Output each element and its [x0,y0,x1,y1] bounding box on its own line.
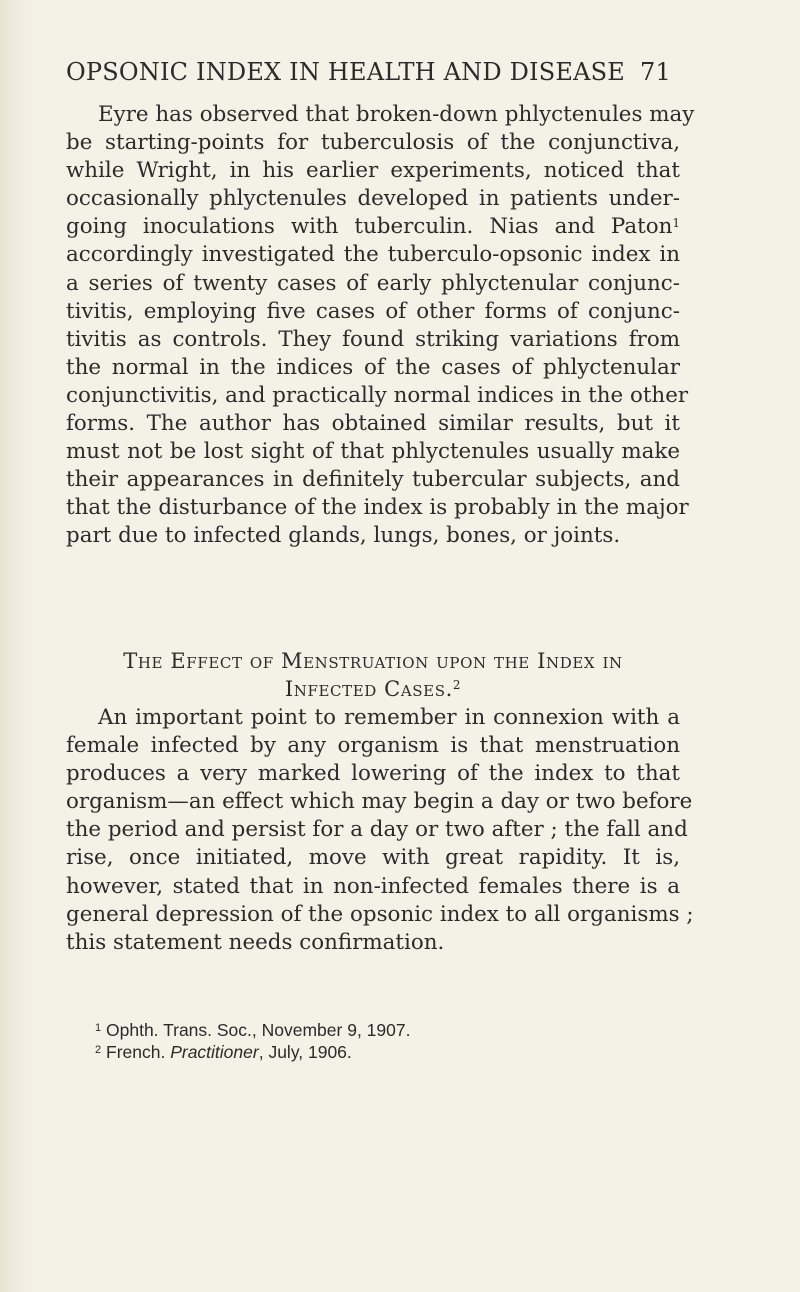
text-line: tivitis as controls. They found striking variations from [66,326,680,352]
section-heading-line-2 [66,675,680,703]
text-line: while Wright, in his earlier experiments, noticed that [66,158,680,184]
text-line: organism—an effect which may begin a day or two before [66,789,693,815]
text-line: general depression of the opsonic index to all organisms ; [66,901,694,927]
text-line-content: going inoculations with tuberculin. Nias and Paton [66,214,673,240]
text-line: occasionally phlyctenules developed in patients under- [66,186,680,212]
running-header [66,58,686,86]
text-line: however, stated that in non-infected females there is a [66,873,680,899]
text-line: part due to infected glands, lungs, bones, or joints. [66,523,621,549]
text-line: must not be lost sight of that phlyctenules usually make [66,439,680,465]
text-line: a series of twenty cases of early phlyctenular conjunc- [66,270,680,296]
footnote-2 [95,1041,695,1063]
footnote-text-after: , July, 1906. [258,1042,352,1062]
text-line: female infected by any organism is that menstruation [66,733,680,759]
page-gutter-shadow [0,0,34,1292]
footnote-text: Ophth. Trans. Soc., November 9, 1907. [106,1020,411,1040]
text-line: An important point to remember in connexion with a [98,705,680,730]
text-line: that the disturbance of the index is probably in the major [66,495,689,521]
text-line: the normal in the indices of the cases of phlyctenular [66,354,680,380]
paragraph-phlyctenules [66,101,695,551]
section-heading-line-1: The Effect of Menstruation upon the Index in [123,649,623,673]
text-line: produces a very marked lowering of the index to that [66,761,680,787]
footnote-1 [95,1019,695,1041]
text-line: accordingly investigated the tuberculo-opsonic index in [66,242,680,268]
page-number: 71 [640,58,671,86]
text-line: forms. The author has obtained similar results, but it [66,411,680,437]
text-line: conjunctivitis, and practically normal indices in the other [66,382,689,408]
footnote-text-before: French. [106,1042,171,1062]
text-line: this statement needs confirmation. [66,929,445,955]
text-line: the period and persist for a day or two after ; the fall and [66,817,688,843]
section-heading [66,647,680,703]
text-line: tivitis, employing five cases of other forms of conjunc- [66,298,680,324]
running-title: OPSONIC INDEX IN HEALTH AND DISEASE [66,58,625,86]
section-heading-line-2-text: Infected Cases. [284,677,453,701]
paragraph-menstruation [66,704,694,957]
text-line [66,213,680,241]
text-line: be starting-points for tuberculosis of the conjunctiva, [66,130,680,156]
text-line: rise, once initiated, move with great rapidity. It is, [66,845,680,871]
text-line: their appearances in definitely tubercular subjects, and [66,467,680,493]
footnotes [95,1019,695,1063]
text-line: Eyre has observed that broken-down phlyctenules may [98,102,695,127]
footnote-ref-1: 1 [672,216,680,231]
footnote-journal-title: Practitioner [170,1042,259,1062]
footnote-ref-2: 2 [452,678,462,692]
footnote-marker: 1 [95,1022,102,1034]
footnote-marker: 2 [95,1044,102,1056]
